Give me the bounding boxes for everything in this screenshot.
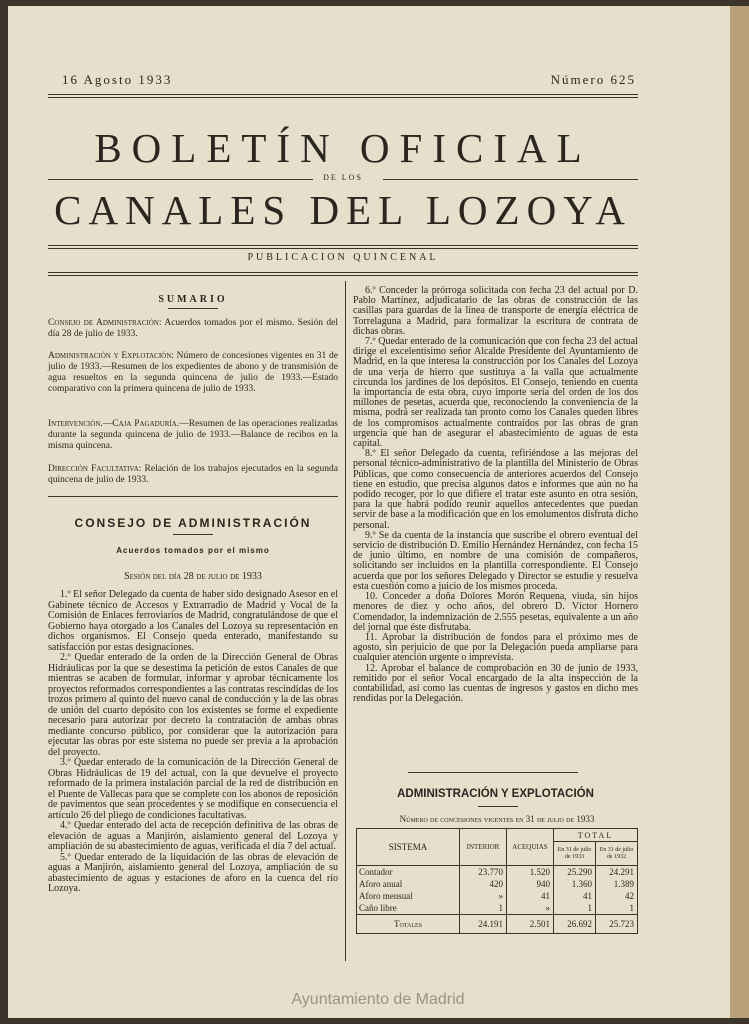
- divider: [48, 245, 638, 246]
- consejo-subtitle: Acuerdos tomados por el mismo: [116, 546, 270, 555]
- paragraph: 1.º El señor Delegado da cuenta de haber sido designado Asesor en el Gabinete técnico de Accesos y Extrarradio de Madrid y Vocal de la Comisión de Enlaces ferroviarios de Madrid, congratulándose de que el Gobierno haya otorgado a los Canales del Lozoya su representación en dichos organismos. El Consejo queda enterado, manifestando su satisfacción por estas designaciones.: [48, 590, 338, 653]
- divider: [173, 534, 213, 535]
- paragraph: 11. Aprobar la distribución de fondos para el próximo mes de agosto, sin perjuicio de que por la Delegación pueda ampliarse para cualquier atención urgente o imprevista.: [353, 631, 638, 664]
- divider: [168, 308, 218, 309]
- divider: [48, 496, 338, 497]
- sumario-title: SUMARIO: [158, 294, 228, 305]
- paragraph: 12. Aprobar el balance de comprobación en 30 de junio de 1933, remitido por el señor Vocal encargado de la alta inspección de la contabilidad, así como las cuentas de ingresos y gastos en dicho mes rendidas por la Delegación.: [353, 662, 638, 705]
- header-acequias: ACEQUIAS: [507, 829, 554, 866]
- session-date: Sesión del día 28 de julio de 1933: [124, 571, 262, 582]
- header-total: TOTAL: [554, 829, 638, 842]
- paragraph: 10. Conceder a doña Dolores Morón Requena, viuda, sin hijos menores de diez y ocho años, del obrero D. Víctor Hornero Comendador, la indemnización de 2.555 pesetas, equivalente a un año del jornal que éste disfrutaba.: [353, 591, 638, 633]
- concessions-table: [356, 828, 638, 934]
- paragraph: 7.º Quedar enterado de la comunicación que con fecha 23 del actual dirige el excelentísimo señor Alcalde Presidente del Ayuntamiento de Madrid, en la que interesa la construcción por los Canales del Lozoya de una verja de hierro que sustituya a la valla que actualmente circunda los jardines de los depósitos. El Consejo, teniendo en cuenta la importancia de esta obra, cuyo importe sería del orden de los dos millones de pesetas, acuerda que, reconociendo la conveniencia de la misma, podrá ser realizada tan pronto como los Canales queden libres de los compromisos actualmente contraídos por las obras de gran urgencia que han de asegurar el abastecimiento de aguas de esta capital.: [353, 336, 638, 450]
- header-t1: En 31 de julio de 1933: [554, 842, 596, 866]
- table-row: Aforo anual 420 940 1.360 1.389: [357, 878, 638, 890]
- archive-watermark: Ayuntamiento de Madrid: [291, 991, 465, 1008]
- paragraph: 5.º Quedar enterado de la liquidación de las obras de elevación de aguas a Manjirón, aislamiento general del Lozoya, ampliación de su abastecimiento de aguas y estaciones de aforo en la cuenca del río Lozoya.: [48, 851, 338, 894]
- column-divider: [345, 281, 346, 961]
- publication-frequency: PUBLICACION QUINCENAL: [247, 252, 439, 263]
- sumario-item: Consejo de Administración: Acuerdos tomados por el mismo. Sesión del día 28 de julio de 1933.: [48, 318, 338, 339]
- table-row: Caño libre 1 » 1 1: [357, 902, 638, 915]
- paragraph: 4.º Quedar enterado del acta de recepción definitiva de las obras de elevación de aguas a Manjirón, aislamiento general del Lozoya y ampliación de su abastecimiento de aguas, verificada el día 7 del actual.: [48, 820, 338, 852]
- totals-row: Totales 24.191 2.501 26.692 25.723: [357, 915, 638, 934]
- divider: [48, 248, 638, 249]
- admin-title: ADMINISTRACIÓN Y EXPLOTACIÓN: [397, 788, 594, 800]
- paragraph: 9.º Se da cuenta de la instancia que suscribe el obrero eventual del servicio de distribución D. Emilio Hernández Hernández, con fecha 15 de junio último, en nombre de una comisión de compañeros, solicitando ser incluidos en la plantilla correspondiente. El Consejo acuerda que por los señores Delegado y Director se estudie y resuelva esta cuestión como a juicio de los mismos proceda.: [353, 529, 638, 592]
- sumario-item: Dirección Facultativa: Relación de los trabajos ejecutados en la segunda quincena de julio de 1933.: [48, 464, 339, 485]
- page-edge: [730, 6, 749, 1018]
- paragraph: 3.º Quedar enterado de la comunicación de la Dirección General de Obras Hidráulicas de 19 del actual, con la que devuelve el proyecto reformado de la primera instalación parcial de la red de distribución en el Puente de Vallecas para que se complete con los abonos de reposición de pavimentos que sean procedentes y se modifique en consecuencia el artículo 26 del pliego de condiciones facultativas.: [48, 757, 338, 821]
- masthead-line1: BOLETÍN OFICIAL: [94, 125, 592, 171]
- table-title: Número de concesiones vigentes en 31 de julio de 1933: [399, 814, 595, 824]
- divider: [48, 97, 638, 98]
- issue-number: Número 625: [550, 72, 636, 87]
- table-row: Aforo mensual » 41 41 42: [357, 890, 638, 902]
- header-t2: En 31 de julio de 1932: [596, 842, 638, 866]
- issue-header: [62, 72, 636, 88]
- document-page: [8, 6, 730, 1018]
- divider: [48, 94, 638, 95]
- header-sistema: SISTEMA: [357, 829, 460, 866]
- divider: [478, 806, 518, 807]
- consejo-title: CONSEJO DE ADMINISTRACIÓN: [74, 516, 312, 530]
- right-column: [353, 286, 638, 762]
- ornament-rule: [408, 772, 578, 773]
- issue-date: 16 Agosto 1933: [62, 72, 173, 87]
- divider: [48, 275, 638, 276]
- paragraph: 6.º Conceder la prórroga solicitada con fecha 23 del actual por D. Pablo Martínez, adjudicatario de las obras de construcción de las casillas para guardas de la línea de transporte de energía eléctrica de Torrelaguna a Madrid, para formalizar la escritura de contrata de dichas obras.: [353, 286, 638, 337]
- sumario-item: Intervención.—Caja Pagaduría.—Resumen de las operaciones realizadas durante la segunda quincena de julio de 1933.—Balance de recibos en la misma quincena.: [48, 419, 338, 451]
- header-interior: INTERIOR: [460, 829, 507, 866]
- left-column: [48, 590, 338, 956]
- sumario-item: Administración y Explotación: Número de concesiones vigentes en 31 de julio de 1933.—Resumen de los expedientes de abono y de transmisión de agua resueltos en la segunda quincena de julio de 1933.—Estado comparativo con la primera quincena de julio de 1933.: [48, 351, 338, 394]
- masthead-line2: CANALES DEL LOZOYA: [54, 187, 632, 233]
- paragraph: 8.º El señor Delegado da cuenta, refiriéndose a las mejoras del personal técnico-administrativo de la plantilla del Ministerio de Obras Públicas, que como consecuencia de anteriores acuerdos del Consejo tiene en estudio, que precisa algunos datos e informes que aún no ha podido recoger, por lo que difiere el tratar este asunto en otra sesión, para la que habrá podido reunir aquellos antecedentes que puedan servir de base a la modificación que en los emolumentos disfruta dicho personal.: [353, 448, 638, 531]
- paragraph: 2.º Quedar enterado de la orden de la Dirección General de Obras Hidráulicas por la que se desestima la petición de estos Canales de que mientras se acaben de formular, informar y aprobar técnicamente los proyectos reformados correspondientes a las contratas rescindidas de los trozos primero al quinto del nuevo canal de conducción y la de las obras de unión del cuarto depósito con los existentes se forme el expediente necesario para autorizar por decreto la contratación de ambas obras mediante concurso público, por considerar que la autorización para ejecutar las obras por este sistema no puede ser previa a la aprobación del proyecto.: [48, 652, 338, 758]
- table-row: Contador 23.770 1.520 25.290 24.291: [357, 866, 638, 879]
- divider: [48, 272, 638, 273]
- masthead-delos: DE LOS: [323, 173, 363, 182]
